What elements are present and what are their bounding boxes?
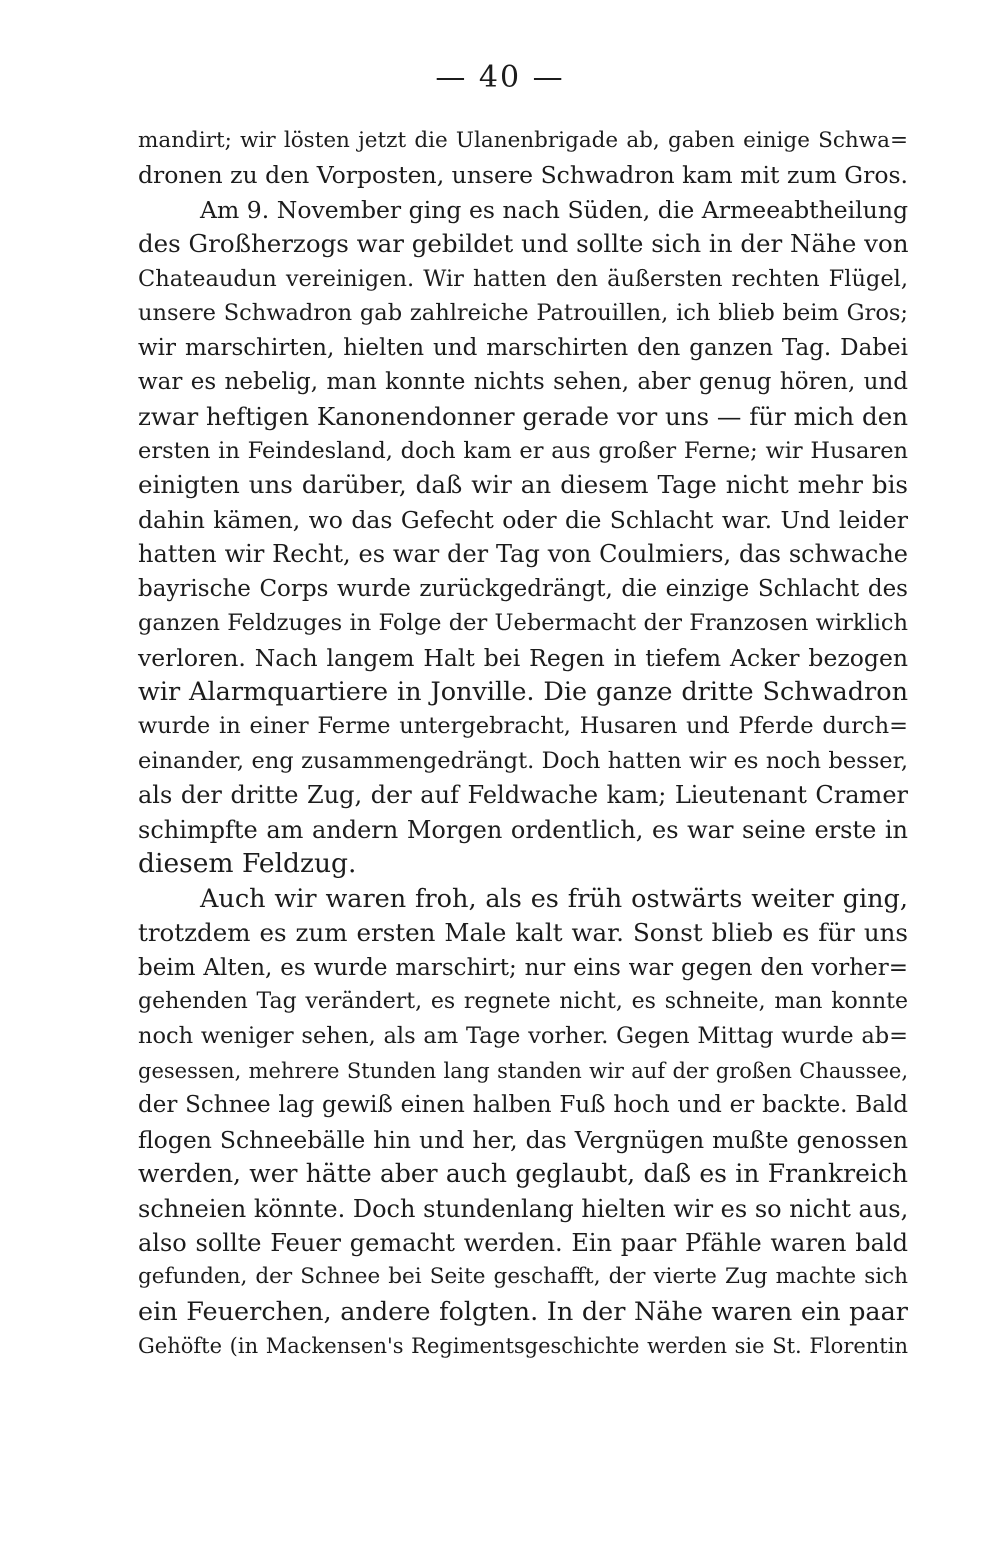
text-line: flogen Schneebälle hin und her, das Vergnügen mußte genossen [138, 1125, 908, 1154]
text-line: unsere Schwadron gab zahlreiche Patrouillen, ich blieb beim Gros; [138, 300, 908, 327]
text-line: ein Feuerchen, andere folgten. In der Nähe waren ein paar [138, 1296, 908, 1327]
body-text [138, 124, 908, 1364]
text-line: gefunden, der Schnee bei Seite geschafft, der vierte Zug machte sich [138, 1264, 908, 1290]
text-line: wir marschirten, hielten und marschirten den ganzen Tag. Dabei [138, 334, 908, 361]
text-line: Gehöfte (in Mackensen's Regimentsgeschichte werden sie St. Florentin [138, 1334, 908, 1359]
text-line: des Großherzogs war gebildet und sollte sich in der Nähe von [138, 229, 909, 259]
text-line: der Schnee lag gewiß einen halben Fuß hoch und er backte. Bald [138, 1092, 908, 1119]
text-line: hatten wir Recht, es war der Tag von Coulmiers, das schwache [138, 540, 908, 569]
text-line: noch weniger sehen, als am Tage vorher. Gegen Mittag wurde ab= [138, 1023, 908, 1050]
text-line: zwar heftigen Kanonendonner gerade vor uns — für mich den [138, 401, 908, 431]
text-line: Auch wir waren froh, als es früh ostwärts weiter ging, [200, 883, 908, 914]
text-line: mandirt; wir lösten jetzt die Ulanenbrigade ab, gaben einige Schwa= [138, 128, 908, 153]
text-line: Am 9. November ging es nach Süden, die Armeeabtheilung [200, 195, 908, 224]
text-line: wir Alarmquartiere in Jonville. Die ganze dritte Schwadron [138, 677, 908, 707]
text-line: also sollte Feuer gemacht werden. Ein paar Pfähle waren bald [138, 1229, 908, 1257]
text-line: ersten in Feindesland, doch kam er aus großer Ferne; wir Husaren [138, 437, 908, 464]
text-line: dahin kämen, wo das Gefecht oder die Schlacht war. Und leider [138, 505, 908, 534]
text-line: dronen zu den Vorposten, unsere Schwadron kam mit zum Gros. [138, 161, 908, 190]
text-line: wurde in einer Ferme untergebracht, Husaren und Pferde durch= [138, 713, 908, 740]
text-line: ganzen Feldzuges in Folge der Uebermacht der Franzosen wirklich [138, 610, 908, 637]
text-line: verloren. Nach langem Halt bei Regen in tiefem Acker bezogen [138, 643, 908, 672]
text-line: gehenden Tag verändert, es regnete nicht, es schneite, man konnte [138, 988, 908, 1014]
text-line: bayrische Corps wurde zurückgedrängt, die einzige Schlacht des [138, 575, 908, 602]
text-line: diesem Feldzug. [138, 848, 357, 880]
text-line: Chateaudun vereinigen. Wir hatten den äußersten rechten Flügel, [138, 265, 908, 292]
text-line: als der dritte Zug, der auf Feldwache kam; Lieutenant Cramer [138, 781, 908, 810]
text-line: gesessen, mehrere Stunden lang standen wir auf der großen Chaussee, [138, 1058, 908, 1083]
text-line: einigten uns darüber, daß wir an diesem Tage nicht mehr bis [138, 470, 908, 500]
text-line: beim Alten, es wurde marschirt; nur eins war gegen den vorher= [138, 954, 908, 981]
page-number: — 40 — [435, 60, 565, 95]
text-line: werden, wer hätte aber auch geglaubt, daß es in Frankreich [138, 1159, 908, 1189]
text-line: trotzdem es zum ersten Male kalt war. Sonst blieb es für uns [138, 918, 908, 948]
text-line: einander, eng zusammengedrängt. Doch hatten wir es noch besser, [138, 747, 908, 774]
text-line: war es nebelig, man konnte nichts sehen, aber genug hören, und [138, 369, 908, 396]
text-line: schimpfte am andern Morgen ordentlich, es war seine erste in [138, 815, 908, 844]
text-line: schneien könnte. Doch stundenlang hielten wir es so nicht aus, [138, 1194, 909, 1223]
